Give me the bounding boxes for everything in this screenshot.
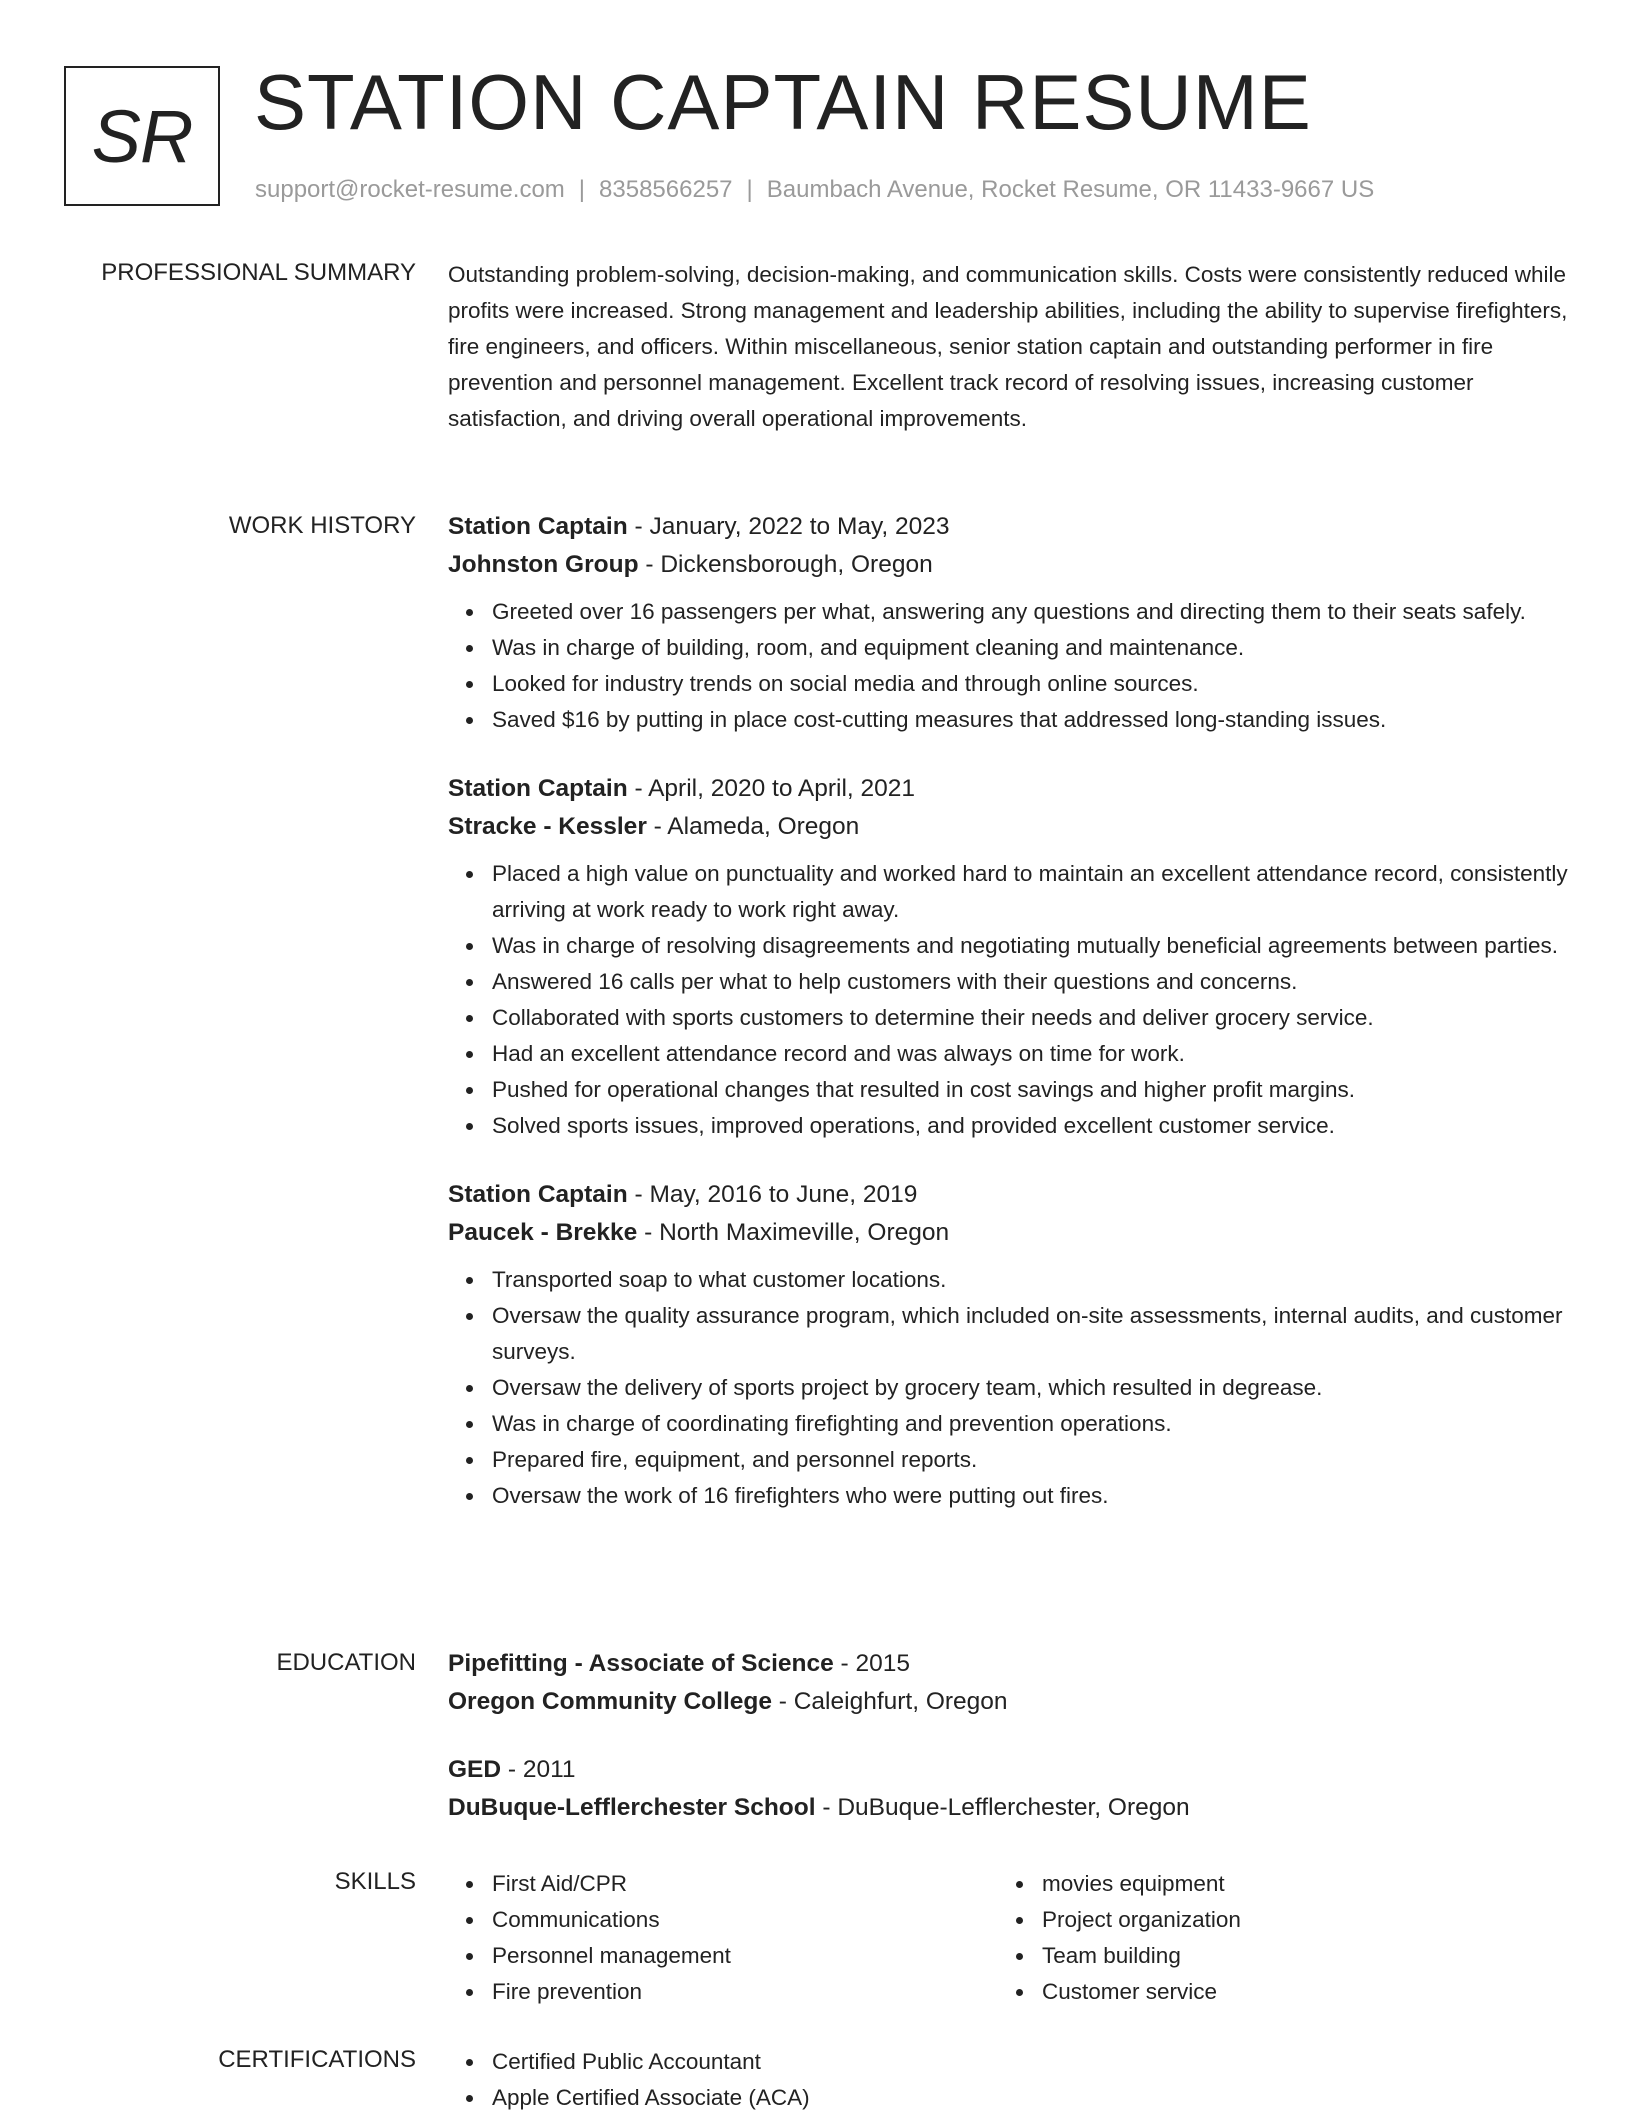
contact-separator: | xyxy=(746,176,753,203)
job-duty-item: Had an excellent attendance record and was always on time for work. xyxy=(492,1036,1568,1072)
job-duty-item: Solved sports issues, improved operations, and provided excellent customer service. xyxy=(492,1108,1568,1144)
education-entry xyxy=(448,1751,1568,1827)
monogram-initials: SR xyxy=(91,94,193,178)
job-duty-item: Looked for industry trends on social media and through online sources. xyxy=(492,666,1568,702)
summary-body xyxy=(448,257,1568,437)
job-duty-item: Placed a high value on punctuality and worked hard to maintain an excellent attendance record, consistently arriving at work ready to work right away. xyxy=(492,856,1568,928)
skill-item: Team building xyxy=(1042,1938,1518,1974)
contact-address: Baumbach Avenue, Rocket Resume, OR 11433-9667 US xyxy=(766,176,1375,203)
job-duty-item: Collaborated with sports customers to determine their needs and deliver grocery service. xyxy=(492,1000,1568,1036)
job-dates: - April, 2020 to April, 2021 xyxy=(627,775,916,802)
skill-item: Fire prevention xyxy=(492,1974,998,2010)
job-company: Johnston Group xyxy=(448,551,639,578)
section-label-summary: PROFESSIONAL SUMMARY xyxy=(101,259,416,286)
skills-column xyxy=(448,1866,998,2010)
job-duty-item: Transported soap to what customer locations. xyxy=(492,1262,1568,1298)
job-duties-list xyxy=(448,1262,1568,1514)
contact-line xyxy=(255,174,1374,206)
job-duties-list xyxy=(448,594,1568,738)
resume-title: STATION CAPTAIN RESUME xyxy=(254,58,1312,146)
section-label-skills: SKILLS xyxy=(334,1868,416,1895)
job-duties-list xyxy=(448,856,1568,1144)
job-title-line xyxy=(448,1176,1568,1214)
section-label-certifications: CERTIFICATIONS xyxy=(218,2046,416,2073)
skills-column xyxy=(998,1866,1518,2010)
education-degree: GED xyxy=(448,1756,502,1783)
skills-list xyxy=(998,1866,1518,2010)
job-duty-item: Oversaw the quality assurance program, which included on-site assessments, internal audits, and customer surveys. xyxy=(492,1298,1568,1370)
job-location: - Alameda, Oregon xyxy=(646,813,860,840)
job-location: - Dickensborough, Oregon xyxy=(638,551,933,578)
certifications-list xyxy=(448,2044,1568,2116)
contact-phone[interactable]: 8358566257 xyxy=(599,176,733,203)
education-school: DuBuque-Lefflerchester School xyxy=(448,1794,816,1821)
job-duty-item: Prepared fire, equipment, and personnel reports. xyxy=(492,1442,1568,1478)
education-school-line xyxy=(448,1683,1568,1721)
skill-item: movies equipment xyxy=(1042,1866,1518,1902)
job-title: Station Captain xyxy=(448,513,628,540)
job-title: Station Captain xyxy=(448,1181,628,1208)
education-year: - 2015 xyxy=(833,1650,911,1677)
job-location: - North Maximeville, Oregon xyxy=(637,1219,950,1246)
job-duty-item: Was in charge of resolving disagreements and negotiating mutually beneficial agreements between parties. xyxy=(492,928,1568,964)
job-duty-item: Pushed for operational changes that resulted in cost savings and higher profit margins. xyxy=(492,1072,1568,1108)
certification-item: Certified Public Accountant xyxy=(492,2044,1568,2080)
job-duty-item: Oversaw the work of 16 firefighters who were putting out fires. xyxy=(492,1478,1568,1514)
summary-text: Outstanding problem-solving, decision-making, and communication skills. Costs were consistently reduced while profits were increased. Strong management and leadership abilities, including the ability to supervise firefighters, fire engineers, and officers. Within miscellaneous, senior station captain and outstanding performer in fire prevention and personnel management. Excellent track record of resolving issues, increasing customer satisfaction, and driving overall operational improvements. xyxy=(448,262,1568,431)
job-company: Paucek - Brekke xyxy=(448,1219,638,1246)
job-company-line xyxy=(448,546,1568,584)
job-duty-item: Greeted over 16 passengers per what, answering any questions and directing them to their seats safely. xyxy=(492,594,1568,630)
certification-item: Apple Certified Associate (ACA) xyxy=(492,2080,1568,2116)
section-label-education: EDUCATION xyxy=(276,1649,416,1676)
job-dates: - May, 2016 to June, 2019 xyxy=(627,1181,918,1208)
education-location: - Caleighfurt, Oregon xyxy=(771,1688,1008,1715)
job-dates: - January, 2022 to May, 2023 xyxy=(627,513,950,540)
section-label-work-history: WORK HISTORY xyxy=(228,512,416,539)
monogram-box xyxy=(64,66,220,206)
skill-item: First Aid/CPR xyxy=(492,1866,998,1902)
work-history-body xyxy=(448,508,1568,1546)
skills-body xyxy=(448,1866,1568,2010)
skill-item: Personnel management xyxy=(492,1938,998,1974)
skill-item: Communications xyxy=(492,1902,998,1938)
education-body xyxy=(448,1645,1568,1857)
job-duty-item: Was in charge of coordinating firefighting and prevention operations. xyxy=(492,1406,1568,1442)
job-company-line xyxy=(448,808,1568,846)
job-entry xyxy=(448,1176,1568,1514)
contact-separator: | xyxy=(578,176,586,203)
contact-email[interactable]: support@rocket-resume.com xyxy=(255,176,565,203)
job-company: Stracke - Kessler xyxy=(448,813,647,840)
skill-item: Customer service xyxy=(1042,1974,1518,2010)
education-degree-line xyxy=(448,1751,1568,1789)
education-degree: Pipefitting - Associate of Science xyxy=(448,1650,834,1677)
job-duty-item: Saved $16 by putting in place cost-cutting measures that addressed long-standing issues. xyxy=(492,702,1568,738)
education-entry xyxy=(448,1645,1568,1721)
job-duty-item: Was in charge of building, room, and equipment cleaning and maintenance. xyxy=(492,630,1568,666)
certifications-body xyxy=(448,2044,1568,2116)
job-company-line xyxy=(448,1214,1568,1252)
skills-list xyxy=(448,1866,998,2010)
job-title-line xyxy=(448,508,1568,546)
job-duty-item: Answered 16 calls per what to help customers with their questions and concerns. xyxy=(492,964,1568,1000)
job-title-line xyxy=(448,770,1568,808)
education-school: Oregon Community College xyxy=(448,1688,772,1715)
job-entry xyxy=(448,508,1568,738)
job-entry xyxy=(448,770,1568,1144)
skill-item: Project organization xyxy=(1042,1902,1518,1938)
job-duty-item: Oversaw the delivery of sports project by grocery team, which resulted in degrease. xyxy=(492,1370,1568,1406)
job-title: Station Captain xyxy=(448,775,628,802)
education-school-line xyxy=(448,1789,1568,1827)
education-location: - DuBuque-Lefflerchester, Oregon xyxy=(815,1794,1190,1821)
education-degree-line xyxy=(448,1645,1568,1683)
education-year: - 2011 xyxy=(501,1756,576,1783)
